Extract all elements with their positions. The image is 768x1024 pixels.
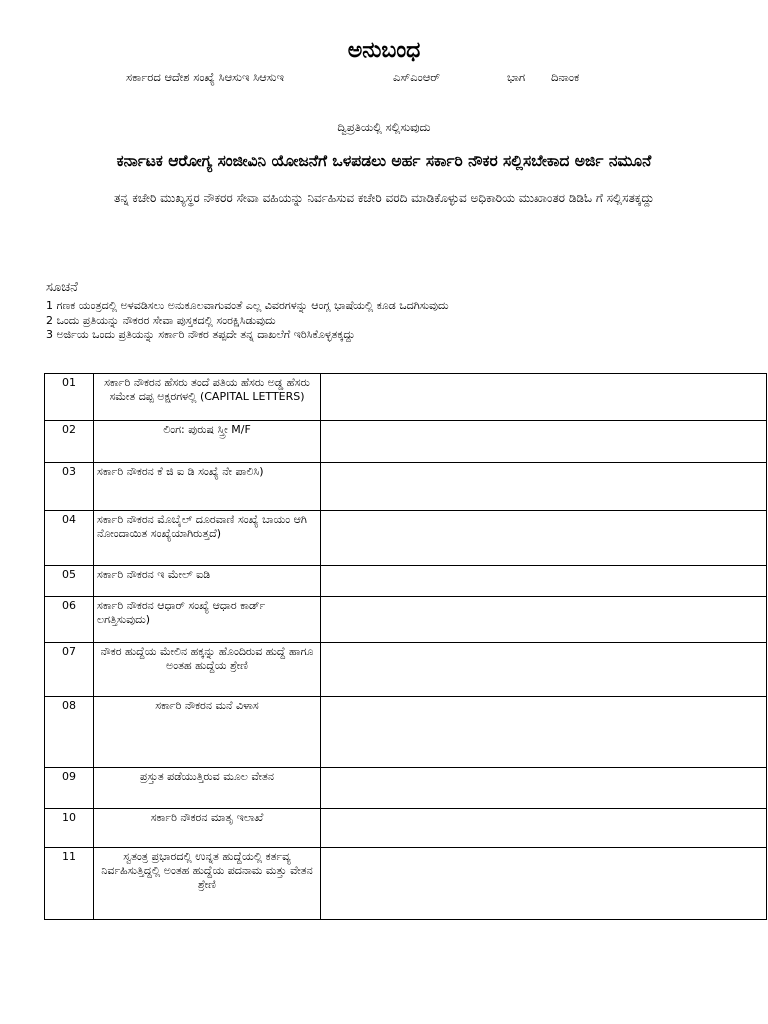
note-item: 1 ಗಣಕ ಯಂತ್ರದಲ್ಲಿ ಅಳವಡಿಸಲು ಅನುಕೂಲವಾಗುವಂತೆ ಎಲ್ಲ ವಿವರಗಳನ್ನು ಆಂಗ್ಲ ಭಾಷೆಯಲ್ಲಿ ಕೂಡ ಒದಗಿಸುವುದು <box>46 299 449 312</box>
field-value-cell[interactable] <box>321 768 767 809</box>
page-title: ಅನುಬಂಧ <box>347 38 421 63</box>
row-number: 07 <box>45 643 94 697</box>
row-number: 08 <box>45 697 94 768</box>
table-row <box>45 848 767 920</box>
row-number: 10 <box>45 809 94 848</box>
order-part-label: ಭಾಗ <box>507 70 526 84</box>
order-number-label: ಸರ್ಕಾರದ ಆದೇಶ ಸಂಖ್ಯೆ ಸಿಆಸುಇ ಸಿಆಸುಇ <box>126 70 285 84</box>
table-row <box>45 768 767 809</box>
table-row <box>45 597 767 643</box>
order-reference-line <box>0 70 768 86</box>
table-row <box>45 511 767 566</box>
field-value-cell[interactable] <box>321 421 767 463</box>
application-form-table <box>44 373 767 920</box>
order-srm-label: ಎಸ್‌ಎಂಆರ್ <box>393 70 441 84</box>
field-value-cell[interactable] <box>321 374 767 421</box>
field-value-cell[interactable] <box>321 566 767 597</box>
form-heading: ಕರ್ನಾಟಕ ಆರೋಗ್ಯ ಸಂಜೀವಿನಿ ಯೋಜನೆಗೆ ಒಳಪಡಲು ಅರ್ಹ ಸರ್ಕಾರಿ ನೌಕರ ಸಲ್ಲಿಸಬೇಕಾದ ಅರ್ಜಿ ನಮೂನೆ <box>116 152 652 170</box>
field-label: ಸರ್ಕಾರಿ ನೌಕರನ ಇ ಮೇಲ್ ಐಡಿ <box>94 566 321 597</box>
submission-instruction: ತನ್ನ ಕಚೇರಿ ಮುಖ್ಯಸ್ಥರ ನೌಕರರ ಸೇವಾ ವಹಿಯನ್ನು ನಿರ್ವಹಿಸುವ ಕಚೇರಿ ವರದಿ ಮಾಡಿಕೊಳ್ಳುವ ಅಧಿಕಾರಿಯ ಮುಖಾಂತರ ಡಿಡಿಓ ಗೆ ಸಲ್ಲಿಸತಕ್ಕದ್ದು <box>113 191 655 205</box>
note-item: 3 ಅರ್ಜಿಯ ಒಂದು ಪ್ರತಿಯನ್ನು ಸರ್ಕಾರಿ ನೌಕರ ತಪ್ಪದೇ ತನ್ನ ದಾಖಲೆಗೆ ಇರಿಸಿಕೊಳ್ಳತಕ್ಕದ್ದು <box>46 328 355 341</box>
notes-heading: ಸೂಚನೆ <box>46 280 78 295</box>
field-value-cell[interactable] <box>321 697 767 768</box>
row-number: 03 <box>45 463 94 511</box>
row-number: 04 <box>45 511 94 566</box>
duplicate-note: ದ್ವಿಪ್ರತಿಯಲ್ಲಿ ಸಲ್ಲಿಸುವುದು <box>337 120 431 134</box>
row-number: 01 <box>45 374 94 421</box>
field-label: ಸರ್ಕಾರಿ ನೌಕರನ ಮನೆ ವಿಳಾಸ <box>94 697 321 768</box>
field-label: ಲಿಂಗ: ಪುರುಷ ಸ್ತ್ರೀ M/F <box>94 421 321 463</box>
field-label: ಸರ್ಕಾರಿ ನೌಕರನ ಮೊಬೈಲ್ ದೂರವಾಣಿ ಸಂಖ್ಯೆ ಬಾಯಂ ಆಗಿ ನೋಂದಾಯಿತ ಸಂಖ್ಯೆಯಾಗಿರುತ್ತದೆ) <box>94 511 321 566</box>
row-number: 06 <box>45 597 94 643</box>
field-value-cell[interactable] <box>321 597 767 643</box>
table-row <box>45 374 767 421</box>
table-row <box>45 566 767 597</box>
row-number: 05 <box>45 566 94 597</box>
row-number: 02 <box>45 421 94 463</box>
field-label: ಸರ್ಕಾರಿ ನೌಕರನ ಹೆಸರು ತಂದೆ ಪತಿಯ ಹೆಸರು ಅಡ್ಡ ಹೆಸರು ಸಮೇತ ದಪ್ಪ ಅಕ್ಷರಗಳಲ್ಲಿ (CAPITAL LETTERS) <box>94 374 321 421</box>
table-row <box>45 463 767 511</box>
row-number: 11 <box>45 848 94 920</box>
field-label: ಪ್ರಸ್ತುತ ಪಡೆಯುತ್ತಿರುವ ಮೂಲ ವೇತನ <box>94 768 321 809</box>
table-row <box>45 421 767 463</box>
row-number: 09 <box>45 768 94 809</box>
table-row <box>45 643 767 697</box>
field-label: ಸರ್ಕಾರಿ ನೌಕರನ ಮಾತೃ ಇಲಾಖೆ <box>94 809 321 848</box>
field-value-cell[interactable] <box>321 643 767 697</box>
field-value-cell[interactable] <box>321 848 767 920</box>
field-label: ಸರ್ಕಾರಿ ನೌಕರನ ಆಧಾರ್ ಸಂಖ್ಯೆ ಆಧಾರ ಕಾರ್ಡ್ ಲಗತ್ತಿಸುವುದು) <box>94 597 321 643</box>
field-value-cell[interactable] <box>321 809 767 848</box>
table-row <box>45 809 767 848</box>
field-value-cell[interactable] <box>321 511 767 566</box>
field-value-cell[interactable] <box>321 463 767 511</box>
note-item: 2 ಒಂದು ಪ್ರತಿಯನ್ನು ನೌಕರರ ಸೇವಾ ಪುಸ್ತಕದಲ್ಲಿ ಸಂರಕ್ಷಿಸಿಡುವುದು <box>46 313 276 327</box>
table-row <box>45 697 767 768</box>
notes-list <box>46 299 726 343</box>
field-label: ಸರ್ಕಾರಿ ನೌಕರನ ಕೆ ಜಿ ಐ ಡಿ ಸಂಖ್ಯೆ ನೇ ಪಾಲಿಸಿ) <box>94 463 321 511</box>
field-label: ಸ್ವತಂತ್ರ ಪ್ರಭಾರದಲ್ಲಿ ಉನ್ನತ ಹುದ್ದೆಯಲ್ಲಿ ಕರ್ತವ್ಯ ನಿರ್ವಹಿಸುತ್ತಿದ್ದಲ್ಲಿ ಅಂತಹ ಹುದ್ದೆಯ ಪದನಾಮ ಮತ್ತು ವೇತನ ಶ್ರೇಣಿ <box>94 848 321 920</box>
field-label: ನೌಕರ ಹುದ್ದೆಯ ಮೇಲಿನ ಹಕ್ಕನ್ನು ಹೊಂದಿರುವ ಹುದ್ದೆ ಹಾಗೂ ಅಂತಹ ಹುದ್ದೆಯ ಶ್ರೇಣಿ <box>94 643 321 697</box>
order-date-label: ದಿನಾಂಕ <box>551 70 580 84</box>
